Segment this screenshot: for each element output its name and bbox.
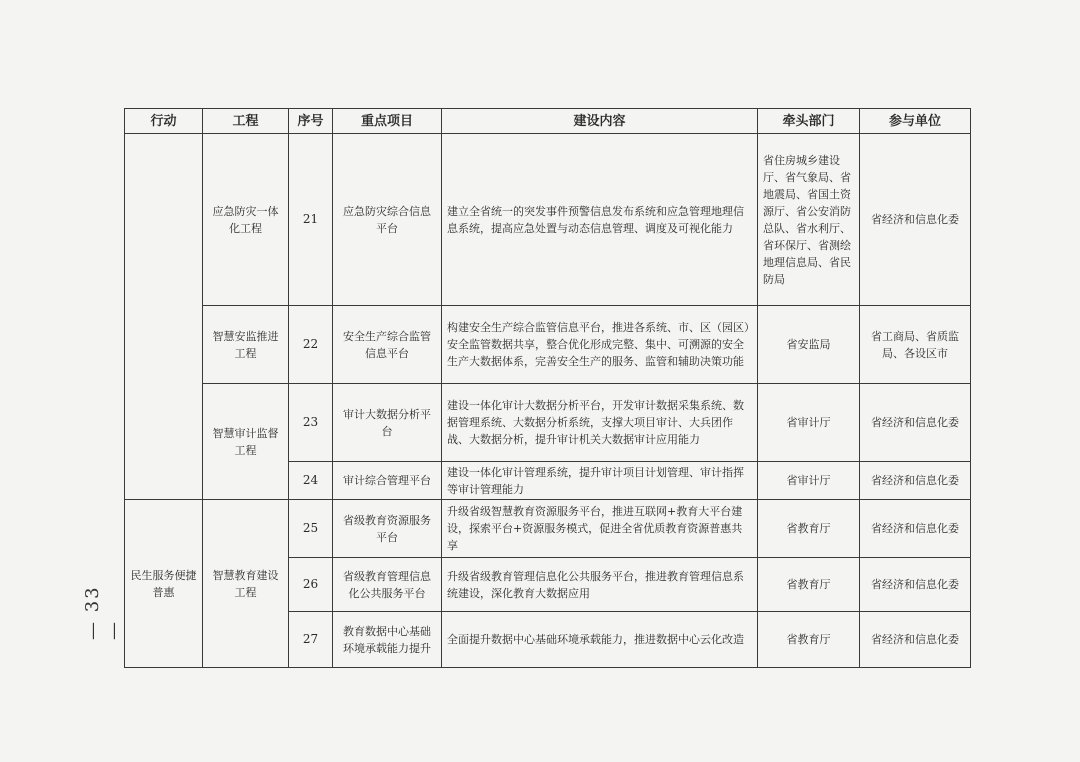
partner-cell: 省经济和信息化委 <box>860 462 971 500</box>
key-project-cell: 审计综合管理平台 <box>333 462 442 500</box>
header-partner: 参与单位 <box>860 109 971 134</box>
table-header-row <box>125 109 971 134</box>
partner-cell: 省经济和信息化委 <box>860 612 971 668</box>
key-project-cell: 教育数据中心基础环境承载能力提升 <box>333 612 442 668</box>
seq-cell: 22 <box>289 306 333 384</box>
partner-cell: 省经济和信息化委 <box>860 384 971 462</box>
project-table <box>124 108 971 668</box>
seq-cell: 23 <box>289 384 333 462</box>
header-key-project: 重点项目 <box>333 109 442 134</box>
table-row <box>125 134 971 306</box>
header-seq: 序号 <box>289 109 333 134</box>
key-project-cell: 安全生产综合监管信息平台 <box>333 306 442 384</box>
project-cell: 智慧审计监督工程 <box>203 384 289 500</box>
seq-cell: 25 <box>289 500 333 558</box>
lead-dept-cell: 省教育厅 <box>758 558 860 612</box>
table-row <box>125 500 971 558</box>
partner-cell: 省经济和信息化委 <box>860 558 971 612</box>
header-content: 建设内容 <box>442 109 758 134</box>
key-project-cell: 应急防灾综合信息平台 <box>333 134 442 306</box>
partner-cell: 省经济和信息化委 <box>860 134 971 306</box>
project-cell: 智慧教育建设工程 <box>203 500 289 668</box>
lead-dept-cell: 省审计厅 <box>758 384 860 462</box>
key-project-cell: 省级教育管理信息化公共服务平台 <box>333 558 442 612</box>
project-cell: 应急防灾一体化工程 <box>203 134 289 306</box>
seq-cell: 27 <box>289 612 333 668</box>
content-cell: 升级省级智慧教育资源服务平台，推进互联网+教育大平台建设，探索平台+资源服务模式，促进全省优质教育资源普惠共享 <box>442 500 758 558</box>
page-number: — 33 — <box>82 585 124 640</box>
lead-dept-cell: 省教育厅 <box>758 500 860 558</box>
header-lead-dept: 牵头部门 <box>758 109 860 134</box>
key-project-cell: 审计大数据分析平台 <box>333 384 442 462</box>
lead-dept-cell: 省教育厅 <box>758 612 860 668</box>
header-action: 行动 <box>125 109 203 134</box>
partner-cell: 省经济和信息化委 <box>860 500 971 558</box>
action-cell <box>125 134 203 500</box>
key-project-cell: 省级教育资源服务平台 <box>333 500 442 558</box>
header-project: 工程 <box>203 109 289 134</box>
content-cell: 升级省级教育管理信息化公共服务平台，推进教育管理信息系统建设，深化教育大数据应用 <box>442 558 758 612</box>
lead-dept-cell: 省审计厅 <box>758 462 860 500</box>
table-row <box>125 384 971 462</box>
lead-dept-cell: 省安监局 <box>758 306 860 384</box>
content-cell: 建设一体化审计管理系统，提升审计项目计划管理、审计指挥等审计管理能力 <box>442 462 758 500</box>
seq-cell: 21 <box>289 134 333 306</box>
lead-dept-cell: 省住房城乡建设厅、省气象局、省地震局、省国土资源厅、省公安消防总队、省水利厅、省环保厅、省测绘地理信息局、省民防局 <box>758 134 860 306</box>
content-cell: 全面提升数据中心基础环境承载能力，推进数据中心云化改造 <box>442 612 758 668</box>
action-cell: 民生服务便捷普惠 <box>125 500 203 668</box>
content-cell: 建设一体化审计大数据分析平台，开发审计数据采集系统、数据管理系统、大数据分析系统，支撑大项目审计、大兵团作战、大数据分析，提升审计机关大数据审计应用能力 <box>442 384 758 462</box>
seq-cell: 24 <box>289 462 333 500</box>
content-cell: 构建安全生产综合监管信息平台，推进各系统、市、区（园区）安全监管数据共享，整合优化形成完整、集中、可溯源的安全生产大数据体系，完善安全生产的服务、监管和辅助决策功能 <box>442 306 758 384</box>
table-row <box>125 306 971 384</box>
seq-cell: 26 <box>289 558 333 612</box>
project-cell: 智慧安监推进工程 <box>203 306 289 384</box>
content-cell: 建立全省统一的突发事件预警信息发布系统和应急管理地理信息系统，提高应急处置与动态信息管理、调度及可视化能力 <box>442 134 758 306</box>
partner-cell: 省工商局、省质监局、各设区市 <box>860 306 971 384</box>
